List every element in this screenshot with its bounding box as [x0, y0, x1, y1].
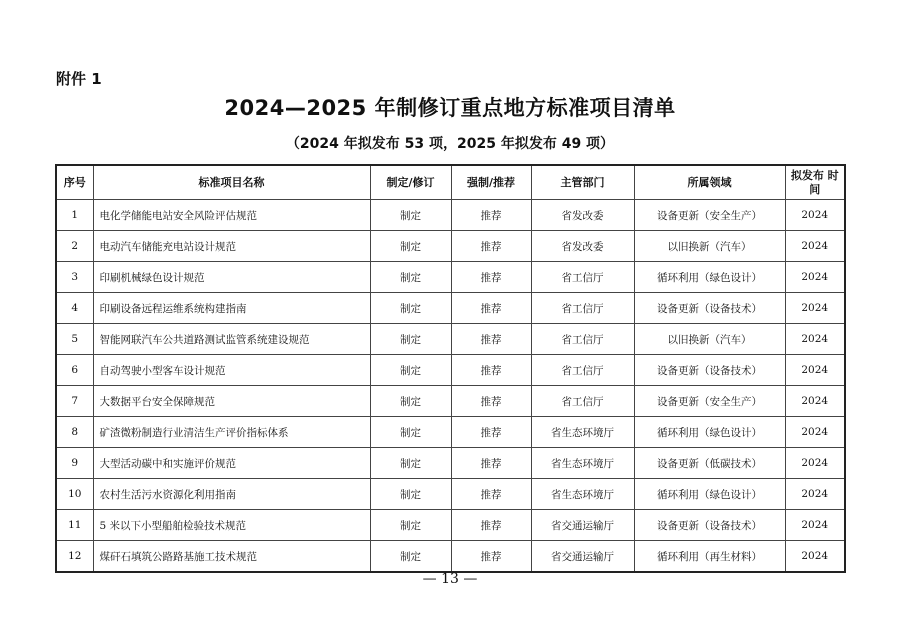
cell-standard-name: 煤矸石填筑公路路基施工技术规范: [93, 541, 370, 573]
cell-standard-nature: 推荐: [451, 231, 531, 262]
cell-release-year: 2024: [785, 293, 845, 324]
cell-revision-type: 制定: [370, 417, 451, 448]
cell-department: 省发改委: [531, 200, 634, 231]
table-row: [56, 417, 845, 448]
cell-standard-name: 电化学储能电站安全风险评估规范: [93, 200, 370, 231]
cell-field: 以旧换新（汽车）: [634, 231, 785, 262]
cell-row-index: 3: [56, 262, 93, 293]
table-row: [56, 541, 845, 573]
cell-revision-type: 制定: [370, 479, 451, 510]
table-row: [56, 231, 845, 262]
cell-department: 省生态环境厅: [531, 448, 634, 479]
cell-standard-nature: 推荐: [451, 324, 531, 355]
cell-field: 设备更新（安全生产）: [634, 200, 785, 231]
table-row: [56, 386, 845, 417]
cell-standard-name: 印刷机械绿色设计规范: [93, 262, 370, 293]
cell-release-year: 2024: [785, 448, 845, 479]
cell-standard-name: 农村生活污水资源化利用指南: [93, 479, 370, 510]
table-row: [56, 448, 845, 479]
cell-department: 省交通运输厅: [531, 541, 634, 573]
cell-revision-type: 制定: [370, 200, 451, 231]
cell-release-year: 2024: [785, 324, 845, 355]
cell-revision-type: 制定: [370, 324, 451, 355]
cell-standard-nature: 推荐: [451, 386, 531, 417]
cell-row-index: 1: [56, 200, 93, 231]
table-row: [56, 324, 845, 355]
column-header-type: 制定/修订: [370, 165, 451, 200]
cell-field: 设备更新（低碳技术）: [634, 448, 785, 479]
cell-field: 设备更新（设备技术）: [634, 293, 785, 324]
cell-row-index: 5: [56, 324, 93, 355]
cell-standard-nature: 推荐: [451, 355, 531, 386]
cell-standard-nature: 推荐: [451, 262, 531, 293]
cell-row-index: 7: [56, 386, 93, 417]
cell-field: 循环利用（绿色设计）: [634, 262, 785, 293]
cell-field: 设备更新（设备技术）: [634, 510, 785, 541]
cell-release-year: 2024: [785, 541, 845, 573]
cell-standard-nature: 推荐: [451, 510, 531, 541]
cell-field: 设备更新（安全生产）: [634, 386, 785, 417]
cell-standard-nature: 推荐: [451, 541, 531, 573]
cell-department: 省工信厅: [531, 386, 634, 417]
cell-release-year: 2024: [785, 510, 845, 541]
cell-revision-type: 制定: [370, 510, 451, 541]
attachment-label: 附件 1: [56, 70, 102, 88]
cell-revision-type: 制定: [370, 355, 451, 386]
column-header-nature: 强制/推荐: [451, 165, 531, 200]
document-subtitle: （2024 年拟发布 53 项，2025 年拟发布 49 项）: [285, 136, 615, 152]
cell-standard-nature: 推荐: [451, 200, 531, 231]
cell-row-index: 6: [56, 355, 93, 386]
cell-revision-type: 制定: [370, 448, 451, 479]
column-header-name: 标准项目名称: [93, 165, 370, 200]
cell-field: 循环利用（绿色设计）: [634, 479, 785, 510]
page-number: — 13 —: [422, 571, 478, 587]
cell-department: 省工信厅: [531, 293, 634, 324]
cell-field: 以旧换新（汽车）: [634, 324, 785, 355]
cell-row-index: 12: [56, 541, 93, 573]
table-row: [56, 200, 845, 231]
cell-row-index: 2: [56, 231, 93, 262]
cell-row-index: 10: [56, 479, 93, 510]
cell-row-index: 8: [56, 417, 93, 448]
cell-row-index: 9: [56, 448, 93, 479]
cell-standard-name: 自动驾驶小型客车设计规范: [93, 355, 370, 386]
cell-standard-name: 智能网联汽车公共道路测试监管系统建设规范: [93, 324, 370, 355]
cell-standard-nature: 推荐: [451, 479, 531, 510]
column-header-release-time: 拟发布 时间: [785, 165, 845, 200]
cell-standard-nature: 推荐: [451, 448, 531, 479]
cell-standard-nature: 推荐: [451, 417, 531, 448]
cell-field: 循环利用（绿色设计）: [634, 417, 785, 448]
cell-standard-name: 大型活动碳中和实施评价规范: [93, 448, 370, 479]
cell-standard-name: 印刷设备远程运维系统构建指南: [93, 293, 370, 324]
cell-department: 省生态环境厅: [531, 479, 634, 510]
table-body: [56, 200, 845, 573]
cell-field: 循环利用（再生材料）: [634, 541, 785, 573]
cell-revision-type: 制定: [370, 541, 451, 573]
cell-department: 省工信厅: [531, 355, 634, 386]
cell-release-year: 2024: [785, 386, 845, 417]
cell-revision-type: 制定: [370, 386, 451, 417]
cell-revision-type: 制定: [370, 262, 451, 293]
table-row: [56, 355, 845, 386]
table-header-row: [56, 165, 845, 200]
cell-release-year: 2024: [785, 200, 845, 231]
table-row: [56, 293, 845, 324]
cell-release-year: 2024: [785, 262, 845, 293]
cell-department: 省工信厅: [531, 262, 634, 293]
cell-release-year: 2024: [785, 355, 845, 386]
table-row: [56, 262, 845, 293]
cell-standard-name: 矿渣微粉制造行业清洁生产评价指标体系: [93, 417, 370, 448]
table-row: [56, 479, 845, 510]
cell-field: 设备更新（设备技术）: [634, 355, 785, 386]
column-header-field: 所属领域: [634, 165, 785, 200]
cell-release-year: 2024: [785, 479, 845, 510]
document-title: 2024—2025 年制修订重点地方标准项目清单: [224, 96, 676, 120]
cell-standard-name: 5 米以下小型船舶检验技术规范: [93, 510, 370, 541]
cell-revision-type: 制定: [370, 293, 451, 324]
column-header-department: 主管部门: [531, 165, 634, 200]
cell-row-index: 4: [56, 293, 93, 324]
cell-release-year: 2024: [785, 231, 845, 262]
table-row: [56, 510, 845, 541]
cell-row-index: 11: [56, 510, 93, 541]
cell-department: 省工信厅: [531, 324, 634, 355]
standards-table: [55, 164, 846, 573]
cell-revision-type: 制定: [370, 231, 451, 262]
cell-department: 省生态环境厅: [531, 417, 634, 448]
cell-release-year: 2024: [785, 417, 845, 448]
column-header-index: 序号: [56, 165, 93, 200]
cell-standard-name: 大数据平台安全保障规范: [93, 386, 370, 417]
cell-standard-name: 电动汽车储能充电站设计规范: [93, 231, 370, 262]
cell-standard-nature: 推荐: [451, 293, 531, 324]
cell-department: 省交通运输厅: [531, 510, 634, 541]
cell-department: 省发改委: [531, 231, 634, 262]
